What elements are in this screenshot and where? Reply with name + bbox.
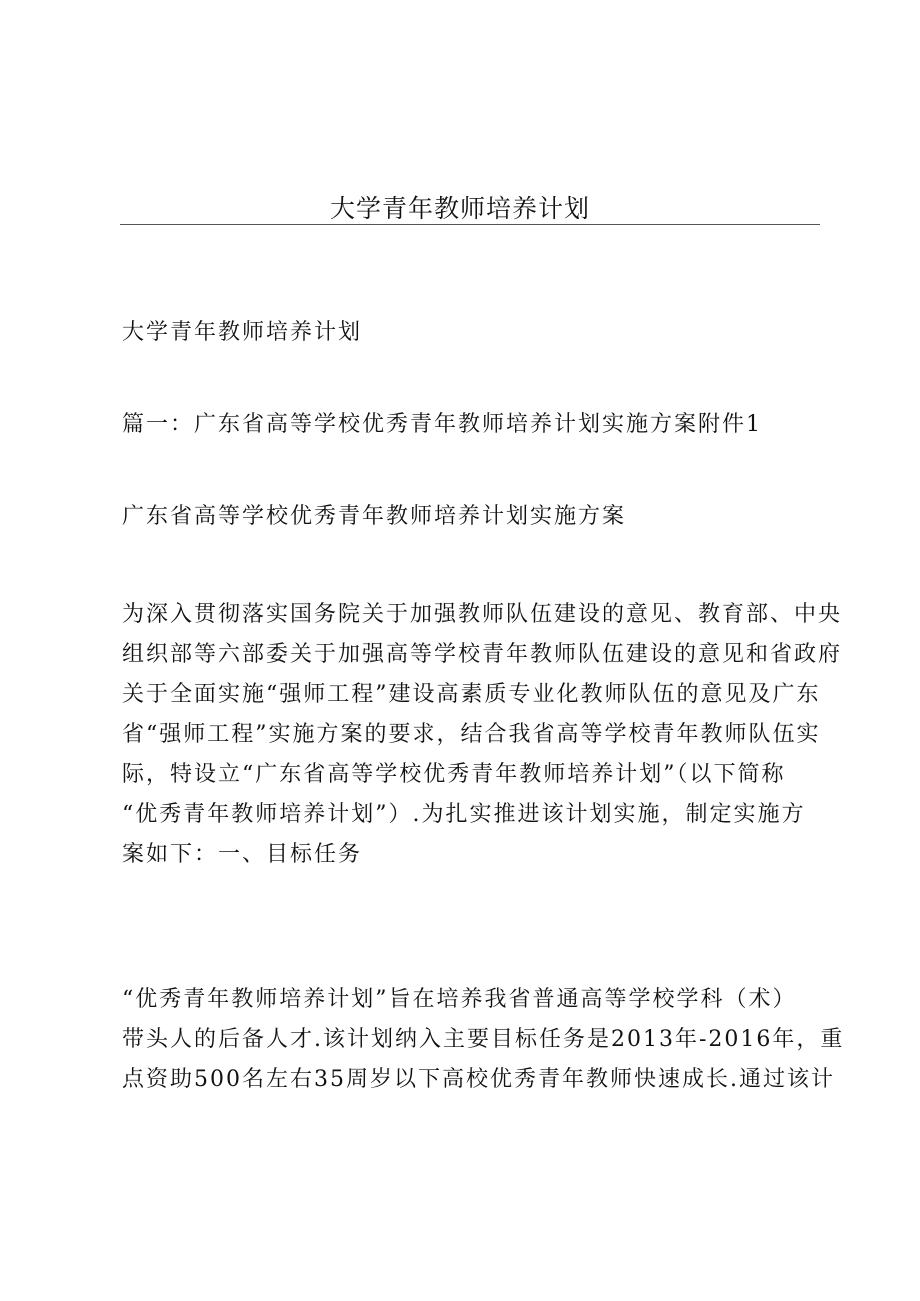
document-header-title: 大学青年教师培养计划 (329, 194, 590, 223)
paragraph-line: “优秀青年教师培养计划”）.为扎实推进该计划实施，制定实施方 (122, 802, 806, 827)
paragraph-line: 为深入贯彻落实国务院关于加强教师队伍建设的意见、教育部、中央 (122, 602, 843, 627)
paragraph-line: 点资助500名左右35周岁以下高校优秀青年教师快速成长.通过该计 (122, 1067, 835, 1092)
section-heading: 广东省高等学校优秀青年教师培养计划实施方案 (122, 504, 627, 529)
document-title: 大学青年教师培养计划 (122, 320, 363, 345)
header-divider (120, 224, 820, 225)
body-paragraph-1 (122, 595, 843, 875)
body-paragraph-2 (122, 980, 845, 1100)
paragraph-line: 案如下：一、目标任务 (122, 842, 363, 867)
paragraph-line: 省“强师工程”实施方案的要求，结合我省高等学校青年教师队伍实 (122, 722, 821, 747)
paragraph-line: 带头人的后备人才.该计划纳入主要目标任务是2013年-2016年，重 (122, 1027, 845, 1052)
document-subtitle: 篇一：广东省高等学校优秀青年教师培养计划实施方案附件1 (122, 412, 762, 437)
paragraph-line: 关于全面实施“强师工程”建设高素质专业化教师队伍的意见及广东 (122, 682, 821, 707)
paragraph-line: 际，特设立“广东省高等学校优秀青年教师培养计划”（以下简称 (122, 762, 786, 787)
paragraph-line: 组织部等六部委关于加强高等学校青年教师队伍建设的意见和省政府 (122, 642, 843, 667)
paragraph-line: “优秀青年教师培养计划”旨在培养我省普通高等学校学科（术） (122, 987, 797, 1012)
